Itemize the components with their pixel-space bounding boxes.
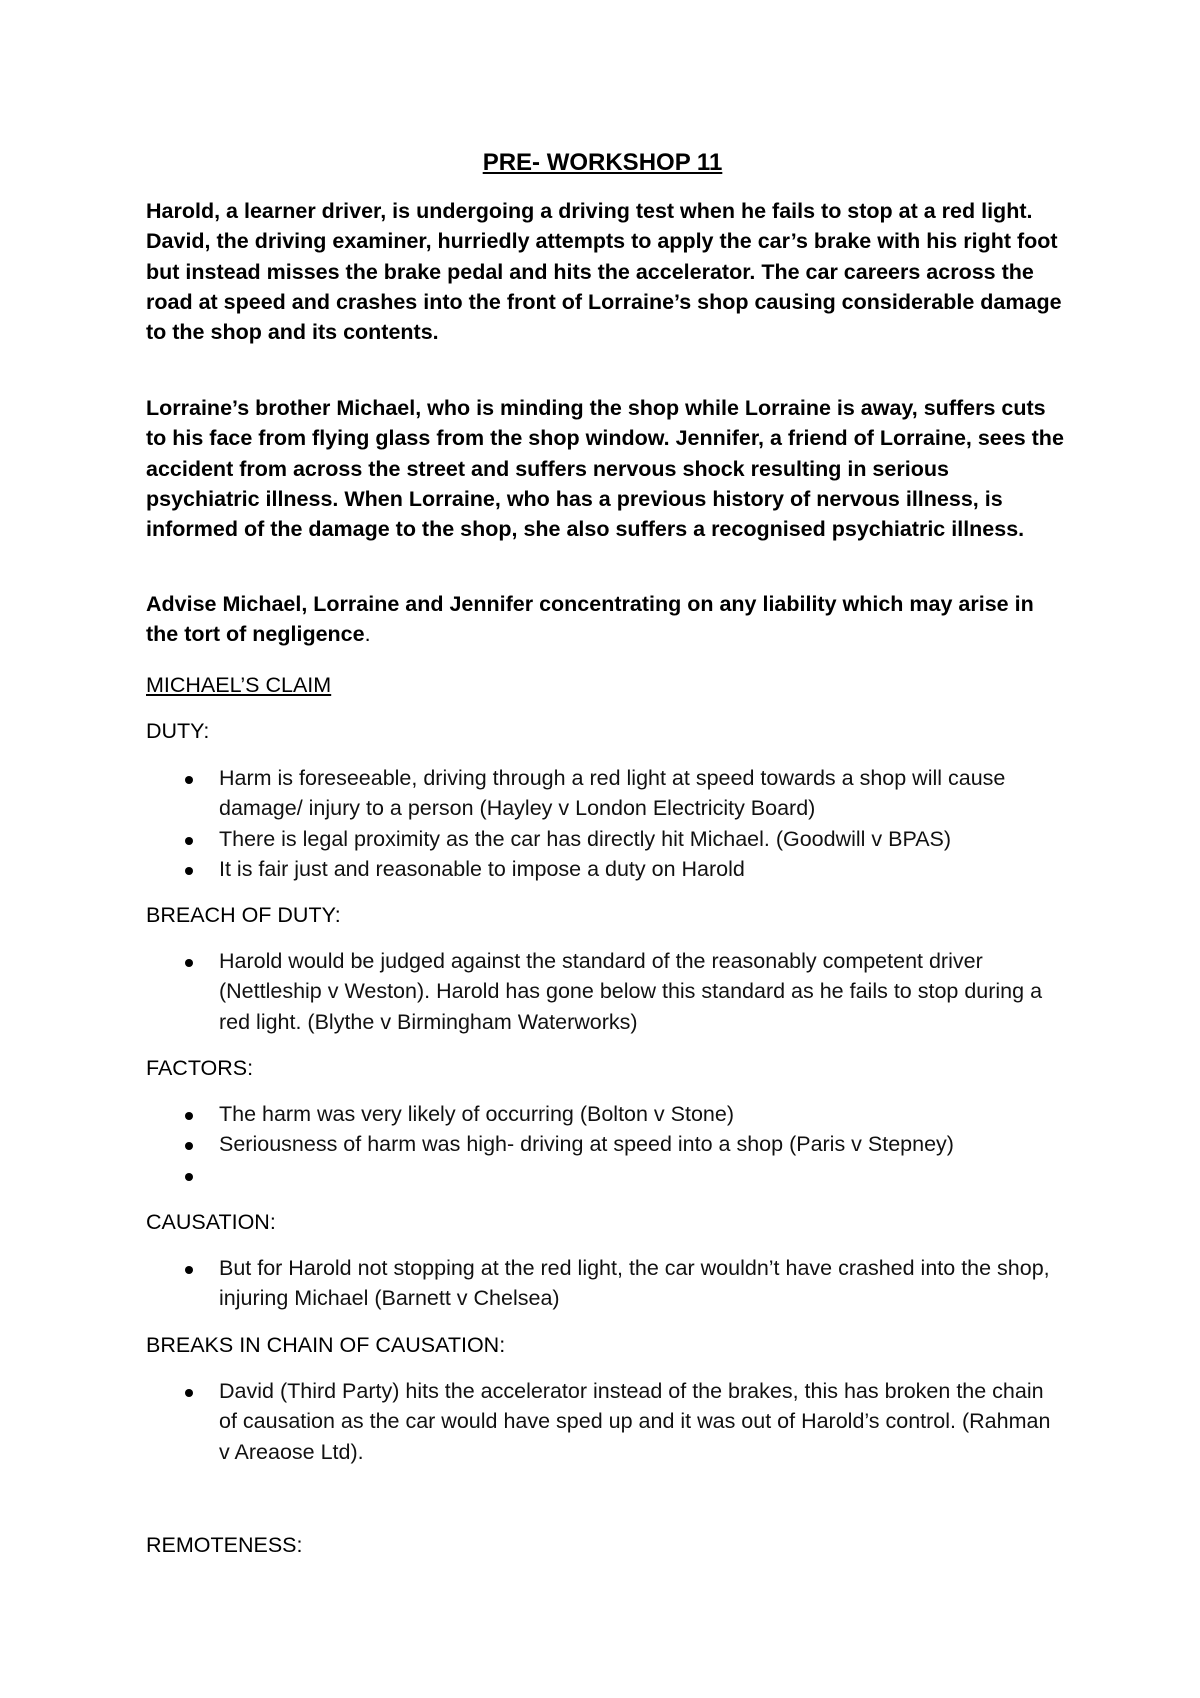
scenario-question: Advise Michael, Lorraine and Jennifer concentrating on any liability which may arise in the tort of negligence: [146, 592, 1034, 647]
factors-list: [146, 1099, 1066, 1190]
duty-list: [146, 763, 1066, 884]
remoteness-heading: REMOTENESS:: [146, 1533, 303, 1557]
list-item: Harm is foreseeable, driving through a red light at speed towards a shop will cause damage/ injury to a person (Hayley v London Electricity Board): [146, 763, 1066, 824]
list-item: [146, 1160, 1066, 1190]
duty-heading: DUTY:: [146, 719, 210, 743]
list-item: The harm was very likely of occurring (Bolton v Stone): [146, 1099, 1066, 1129]
breach-list: [146, 946, 1066, 1037]
document-title: PRE- WORKSHOP 11: [482, 149, 723, 176]
list-item: Seriousness of harm was high- driving at speed into a shop (Paris v Stepney): [146, 1129, 1066, 1159]
causation-list: [146, 1253, 1066, 1314]
bullet-icon: [185, 776, 193, 784]
list-item: It is fair just and reasonable to impose a duty on Harold: [146, 854, 1066, 884]
scenario-paragraph-2: Lorraine’s brother Michael, who is minding the shop while Lorraine is away, suffers cuts to his face from flying glass from the shop window. Jennifer, a friend of Lorraine, sees the accident from across the street and suffers nervous shock resulting in serious psychiatric illness. When Lorraine, who has a previous history of nervous illness, is informed of the damage to the shop, she also suffers a recognised psychiatric illness.: [146, 396, 1064, 542]
bullet-icon: [185, 1173, 193, 1181]
list-item: Harold would be judged against the standard of the reasonably competent driver (Nettleship v Weston). Harold has gone below this standard as he fails to stop during a red light. (Blythe v Birmingham Waterworks): [146, 946, 1066, 1037]
breaks-heading: BREAKS IN CHAIN OF CAUSATION:: [146, 1333, 506, 1357]
factors-heading: FACTORS:: [146, 1056, 254, 1080]
breaks-list: [146, 1376, 1066, 1467]
bullet-icon: [185, 1389, 193, 1397]
bullet-icon: [185, 1266, 193, 1274]
scenario-paragraph-3: [146, 589, 1066, 650]
scenario-paragraph-1: Harold, a learner driver, is undergoing a driving test when he fails to stop at a red light. David, the driving examiner, hurriedly attempts to apply the car’s brake with his right foot but instead misses the brake pedal and hits the accelerator. The car careers across the road at speed and crashes into the front of Lorraine’s shop causing considerable damage to the shop and its contents.: [146, 199, 1062, 345]
scenario-question-period: .: [364, 622, 371, 647]
causation-heading: CAUSATION:: [146, 1210, 276, 1234]
list-item: But for Harold not stopping at the red light, the car wouldn’t have crashed into the shop, injuring Michael (Barnett v Chelsea): [146, 1253, 1066, 1314]
bullet-icon: [185, 1142, 193, 1150]
bullet-icon: [185, 837, 193, 845]
bullet-icon: [185, 959, 193, 967]
list-item: David (Third Party) hits the accelerator instead of the brakes, this has broken the chain of causation as the car would have sped up and it was out of Harold’s control. (Rahman v Areaose Ltd).: [146, 1376, 1066, 1467]
bullet-icon: [185, 867, 193, 875]
list-item: There is legal proximity as the car has directly hit Michael. (Goodwill v BPAS): [146, 824, 1066, 854]
bullet-icon: [185, 1112, 193, 1120]
breach-heading: BREACH OF DUTY:: [146, 903, 341, 927]
michael-claim-heading: MICHAEL’S CLAIM: [146, 673, 332, 697]
